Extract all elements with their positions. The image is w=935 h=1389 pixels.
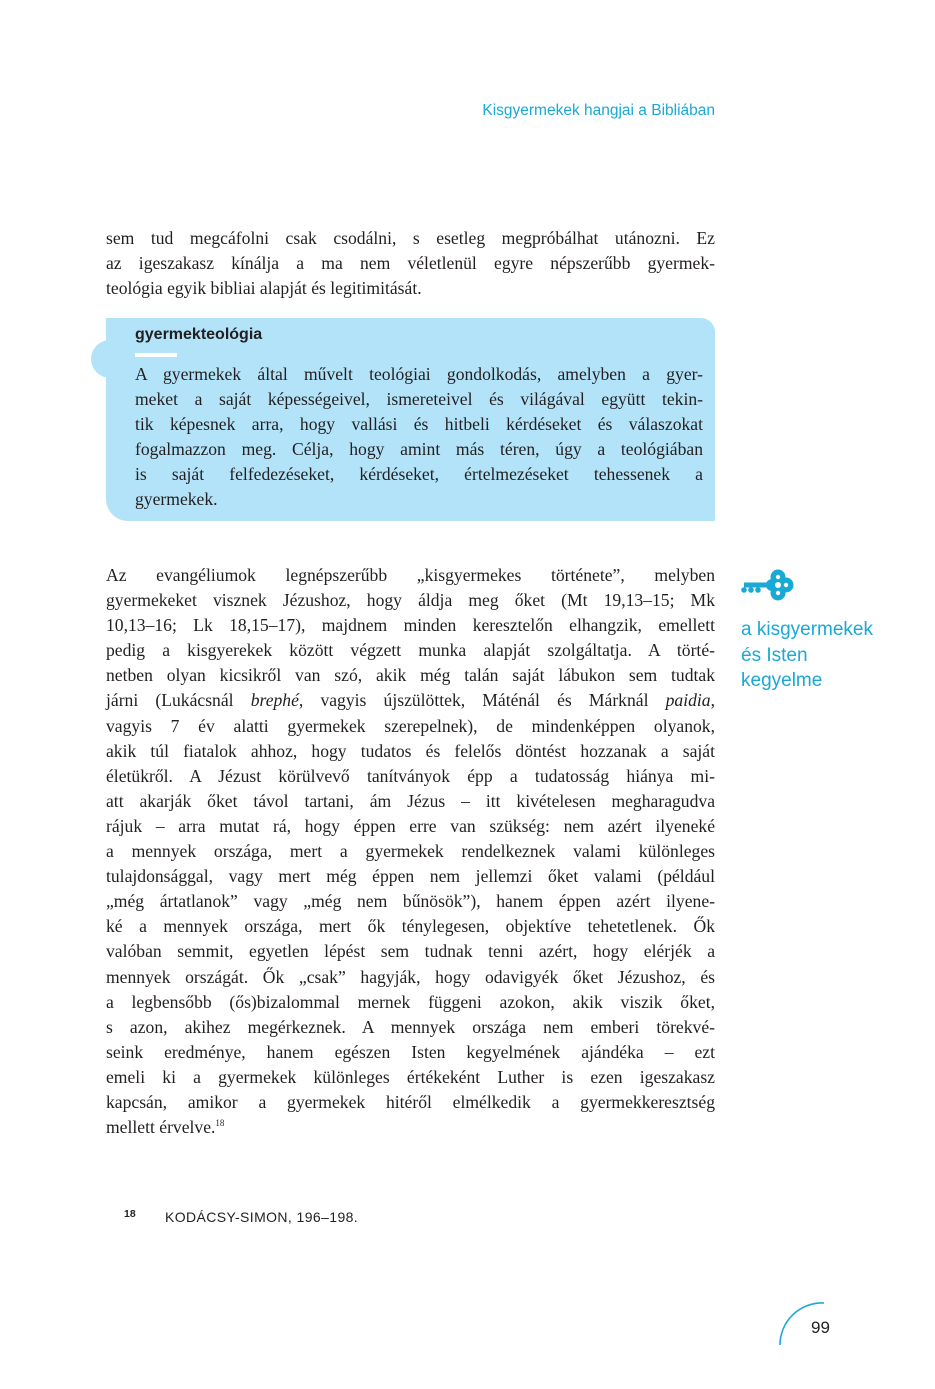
main-line: életükről. A Jézust körülvevő tanítványok épp a tudatosság hiánya mi- bbox=[106, 765, 715, 786]
main-line: s azon, akihez megérkeznek. A mennyek országa nem emberi törekvé- bbox=[106, 1016, 715, 1037]
margin-note-line: és Isten bbox=[741, 644, 808, 666]
main-line: járni (Lukácsnál brephé, vagyis újszülöttek, Máténál és Márknál paidia, bbox=[106, 690, 715, 711]
footnote-ref[interactable]: 18 bbox=[215, 1118, 225, 1129]
intro-paragraph bbox=[106, 226, 715, 301]
main-line: mennyek országát. Ők „csak” hagyják, hogy odavigyék őket Jézushoz, és bbox=[106, 966, 715, 987]
key-icon bbox=[740, 568, 794, 606]
definition-line: fogalmazzon meg. Célja, hogy amint más téren, úgy a teológiában bbox=[135, 439, 703, 460]
main-line: pedig a kisgyerekek között végzett munka alapját szolgáltatja. A törté- bbox=[106, 640, 715, 661]
footnote-number: 18 bbox=[124, 1208, 136, 1220]
intro-line: teológia egyik bibliai alapját és legitimitását. bbox=[106, 278, 422, 299]
definition-line: gyermekek. bbox=[135, 489, 218, 510]
main-line: emeli ki a gyermekek különleges értékeként Luther is ezen igeszakasz bbox=[106, 1066, 715, 1087]
page-number: 99 bbox=[811, 1318, 830, 1337]
main-line: rájuk – arra mutat rá, hogy éppen erre van szükség: nem azért ilyeneké bbox=[106, 815, 715, 836]
running-header: Kisgyermekek hangjai a Bibliában bbox=[482, 102, 715, 119]
main-line: seink eredménye, hanem egészen Isten kegyelmének ajándéka – ezt bbox=[106, 1041, 715, 1062]
intro-line: sem tud megcáfolni csak csodálni, s esetleg megpróbálhat utánozni. Ez bbox=[106, 228, 715, 248]
main-line: ké a mennyek országa, mert ők ténylegesen, objektíve tehetetlenek. Ők bbox=[106, 916, 715, 937]
main-line: netben olyan kicsikről van szó, akik még talán saját lábukon sem tudtak bbox=[106, 665, 715, 686]
definition-text bbox=[135, 362, 703, 513]
main-line-last bbox=[106, 1115, 715, 1140]
definition-line: A gyermekek által művelt teológiai gondolkodás, amelyben a gyer- bbox=[135, 364, 703, 384]
main-line: valóban semmit, egyetlen lépést sem tudnak tenni azért, hogy elérjék a bbox=[106, 941, 715, 962]
main-paragraph bbox=[106, 563, 715, 1140]
margin-note bbox=[741, 617, 873, 694]
main-line-text: mellett érvelve. bbox=[106, 1117, 216, 1138]
main-line: 10,13–16; Lk 18,15–17), majdnem minden keresztelőn elhangzik, emellett bbox=[106, 615, 715, 636]
main-line: Az evangéliumok legnépszerűbb „kisgyermekes története”, melyben bbox=[106, 565, 715, 585]
main-line: gyermekeket visznek Jézushoz, hogy áldja meg őket (Mt 19,13–15; Mk bbox=[106, 590, 715, 611]
definition-title-rule bbox=[135, 353, 177, 357]
margin-note-line: a kisgyermekek bbox=[741, 619, 873, 640]
main-line: att akarják őket távol tartani, ám Jézus – itt kivételesen megharagudva bbox=[106, 790, 715, 811]
intro-line: az igeszakasz kínálja a ma nem véletlenül egyre népszerűbb gyermek- bbox=[106, 253, 715, 274]
main-line: akik túl fiatalok ahhoz, hogy tudatos és felelős döntést hozzanak a saját bbox=[106, 740, 715, 761]
main-line: tulajdonsággal, vagy mert még éppen nem jellemzi őket valami (például bbox=[106, 866, 715, 887]
definition-line: is saját felfedezéseket, kérdéseket, értelmezéseket tehessenek a bbox=[135, 464, 703, 485]
definition-line: tik képesnek arra, hogy vallási és hitbeli kérdéseket és válaszokat bbox=[135, 414, 703, 435]
footnote-text: KODÁCSY-SIMON, 196–198. bbox=[165, 1209, 359, 1225]
main-line: vagyis 7 év alatti gyermekek szerepelnek), de mindenképpen olyanok, bbox=[106, 715, 715, 736]
margin-note-line: kegyelme bbox=[741, 670, 823, 691]
definition-line: meket a saját képességeivel, ismereteivel és világával együtt tekin- bbox=[135, 389, 703, 410]
main-line: „még ártatlanok” vagy „még nem bűnösök”), hanem éppen azért ilyene- bbox=[106, 891, 715, 912]
main-line: a legbensőbb (ős)bizalommal mernek függeni azokon, akik viszik őket, bbox=[106, 991, 715, 1012]
main-line: a mennyek országa, mert a gyermekek rendelkeznek valami különleges bbox=[106, 841, 715, 862]
definition-title: gyermekteológia bbox=[135, 326, 263, 343]
main-line: kapcsán, amikor a gyermekek hitéről elmélkedik a gyermekkeresztség bbox=[106, 1091, 715, 1112]
